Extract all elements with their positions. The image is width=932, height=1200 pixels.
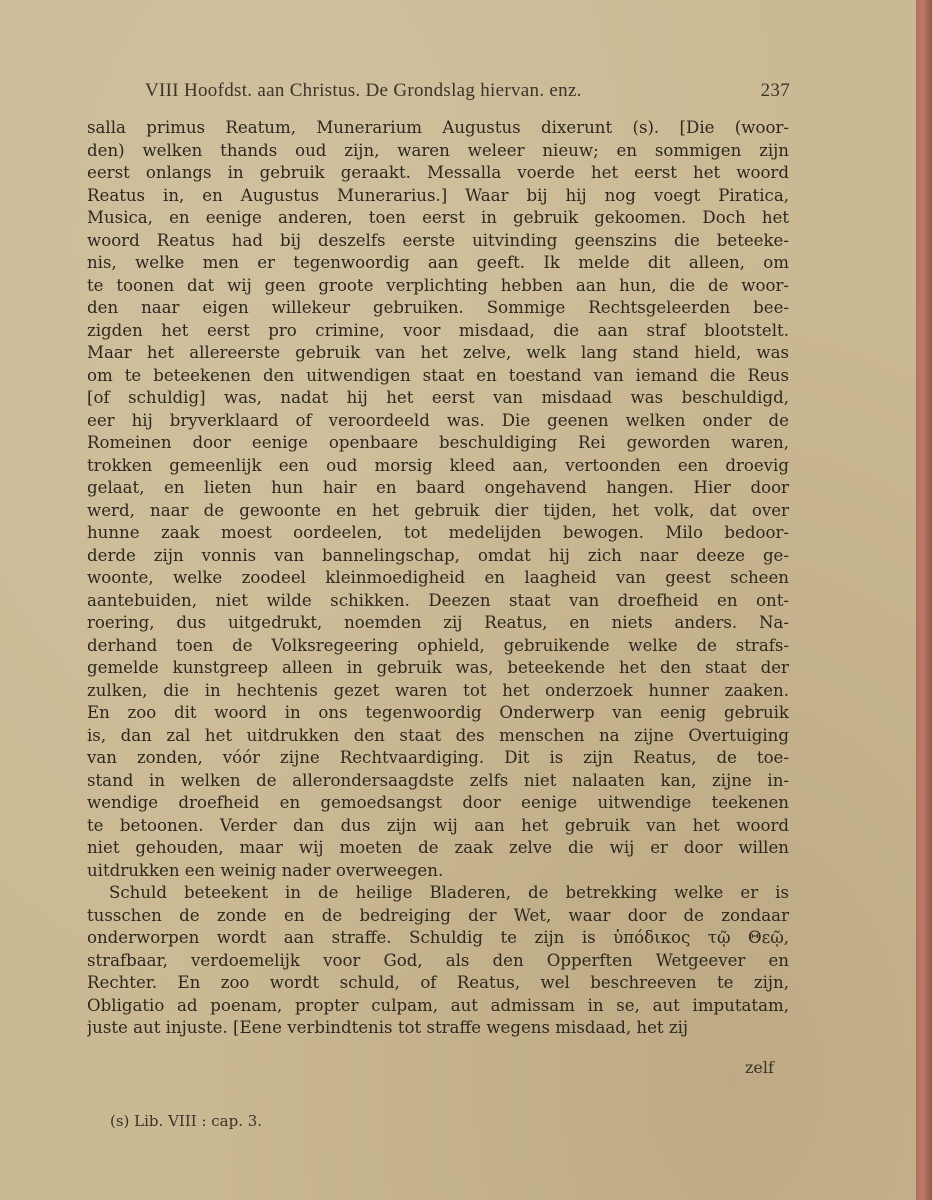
text-line: woord Reatus had bij deszelfs eerste uitvinding geenszins die beteeke- — [87, 230, 789, 250]
text-line: Obligatio ad poenam, propter culpam, aut admissam in se, aut imputatam, — [87, 995, 789, 1015]
text-line: te toonen dat wij geen groote verplichting hebben aan hun, die de woor- — [87, 275, 789, 295]
catchword: zelf — [745, 1058, 774, 1077]
text-line: om te beteekenen den uitwendigen staat en toestand van iemand die Reus — [87, 365, 789, 385]
text-line: trokken gemeenlijk een oud morsig kleed aan, vertoonden een droevig — [87, 455, 789, 475]
footnote: (s) Lib. VIII : cap. 3. — [110, 1112, 263, 1130]
page-body-text — [87, 117, 789, 1040]
text-line: tusschen de zonde en de bedreiging der Wet, waar door de zondaar — [87, 905, 789, 925]
text-line: te betoonen. Verder dan dus zijn wij aan het gebruik van het woord — [87, 815, 789, 835]
text-line: [of schuldig] was, nadat hij het eerst van misdaad was beschuldigd, — [87, 388, 789, 407]
book-edge — [916, 0, 932, 1200]
text-line: stand in welken de allerondersaagdste zelfs niet nalaaten kan, zijne in- — [87, 770, 789, 790]
text-line: uitdrukken een weinig nader overweegen. — [87, 860, 444, 880]
text-line: hunne zaak moest oordeelen, tot medelijden bewogen. Milo bedoor- — [87, 523, 789, 542]
text-line: werd, naar de gewoonte en het gebruik dier tijden, het volk, dat over — [87, 500, 789, 520]
text-line: derde zijn vonnis van bannelingschap, omdat hij zich naar deeze ge- — [87, 545, 789, 565]
text-line: den naar eigen willekeur gebruiken. Sommige Rechtsgeleerden bee- — [87, 298, 789, 317]
text-line: Musica, en eenige anderen, toen eerst in gebruik gekoomen. Doch het — [87, 208, 789, 227]
text-line: nis, welke men er tegenwoordig aan geeft. Ik melde dit alleen, om — [87, 253, 789, 272]
text-line: salla primus Reatum, Munerarium Augustus dixerunt (s). [Die (woor- — [87, 118, 789, 137]
text-line: aantebuiden, niet wilde schikken. Deezen staat van droefheid en ont- — [87, 590, 789, 610]
text-line: van zonden, vóór zijne Rechtvaardiging. Dit is zijn Reatus, de toe- — [87, 748, 789, 767]
header-title: VIII Hoofdst. aan Christus. De Grondslag hiervan. enz. — [145, 80, 582, 101]
text-line: is, dan zal het uitdrukken den staat des menschen na zijne Overtuiging — [87, 725, 789, 745]
text-line: zigden het eerst pro crimine, voor misdaad, die aan straf blootstelt. — [87, 320, 789, 340]
text-line: eer hij bryverklaard of veroordeeld was. Die geenen welken onder de — [87, 410, 789, 430]
text-line: roering, dus uitgedrukt, noemden zij Reatus, en niets anders. Na- — [87, 613, 789, 632]
running-header — [145, 80, 790, 102]
text-line: strafbaar, verdoemelijk voor God, als den Opperften Wetgeever en — [87, 950, 789, 970]
text-line: Romeinen door eenige openbaare beschuldiging Rei geworden waren, — [87, 433, 789, 452]
text-line: Schuld beteekent in de heilige Bladeren, de betrekking welke er is — [109, 883, 789, 902]
text-line: eerst onlangs in gebruik geraakt. Messalla voerde het eerst het woord — [87, 163, 789, 182]
text-line: zulken, die in hechtenis gezet waren tot het onderzoek hunner zaaken. — [87, 680, 789, 700]
text-line: gelaat, en lieten hun hair en baard ongehavend hangen. Hier door — [87, 478, 789, 497]
text-line: den) welken thands oud zijn, waren weleer nieuw; en sommigen zijn — [87, 140, 789, 160]
page-number: 237 — [760, 80, 790, 101]
text-line: juste aut injuste. [Eene verbindtenis tot straffe wegens misdaad, het zij — [87, 1018, 689, 1037]
text-line: wendige droefheid en gemoedsangst door eenige uitwendige teekenen — [87, 793, 789, 812]
text-line: Maar het allereerste gebruik van het zelve, welk lang stand hield, was — [87, 343, 789, 362]
text-line: niet gehouden, maar wij moeten de zaak zelve die wij er door willen — [87, 838, 789, 857]
text-line: derhand toen de Volksregeering ophield, gebruikende welke de strafs- — [87, 635, 789, 655]
text-line: woonte, welke zoodeel kleinmoedigheid en laagheid van geest scheen — [87, 568, 789, 587]
text-line: gemelde kunstgreep alleen in gebruik was, beteekende het den staat der — [87, 658, 789, 677]
text-line: onderworpen wordt aan straffe. Schuldig te zijn is ὑπόδικος τῷ Θεῷ, — [87, 928, 789, 947]
text-line: Reatus in, en Augustus Munerarius.] Waar bij hij nog voegt Piratica, — [87, 185, 789, 205]
text-line: En zoo dit woord in ons tegenwoordig Onderwerp van eenig gebruik — [87, 703, 789, 722]
text-line: Rechter. En zoo wordt schuld, of Reatus, wel beschreeven te zijn, — [87, 973, 789, 992]
